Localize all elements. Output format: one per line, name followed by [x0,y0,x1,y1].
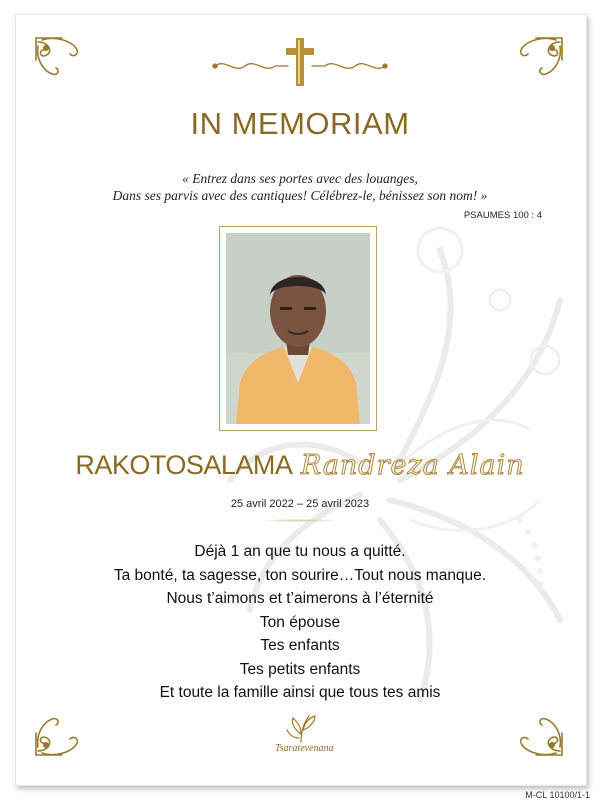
brand-logo [275,712,334,760]
corner-ornament-icon [32,34,92,79]
corner-ornament-icon [506,714,566,759]
corner-ornament-icon [32,714,92,759]
verse-line-2: Dans ses parvis avec des cantiques! Célébrez-le, bénissez son nom! » [112,188,488,203]
divider [260,519,340,522]
lily-flower-icon [275,712,331,744]
verse-reference: PSAUMES 100 : 4 [463,210,542,221]
message-line: Et toute la famille ainsi que tous tes amis [159,684,441,701]
brand-logo-text: Tsaratevenana [275,743,334,754]
product-reference: M-CL 10100/1-1 [525,790,590,800]
message-line: Tes enfants [260,637,340,654]
life-dates: 25 avril 2022 – 25 avril 2023 [230,498,370,510]
cross-icon [286,38,314,86]
message-line: Ton épouse [259,613,341,631]
portrait-frame [219,226,377,431]
page-title: IN MEMORIAM [190,106,410,141]
bible-verse [40,170,560,204]
deceased-name [0,450,600,481]
verse-line-1: « Entrez dans ses portes avec des louanges, [182,171,418,186]
portrait-photo [226,233,370,424]
message-line: Ta bonté, ta sagesse, ton sourire…Tout nous manque. [113,566,487,584]
memorial-message [0,540,600,705]
message-line: Déjà 1 an que tu nous a quitté. [194,543,406,560]
surname: RAKOTOSALAMA [75,450,293,480]
corner-ornament-icon [506,34,566,79]
given-names: Randreza Alain [300,450,525,481]
message-line: Nous t’aimons et t’aimerons à l’éternité [166,590,434,607]
message-line: Tes petits enfants [239,660,361,678]
cross-header-ornament [210,36,390,88]
